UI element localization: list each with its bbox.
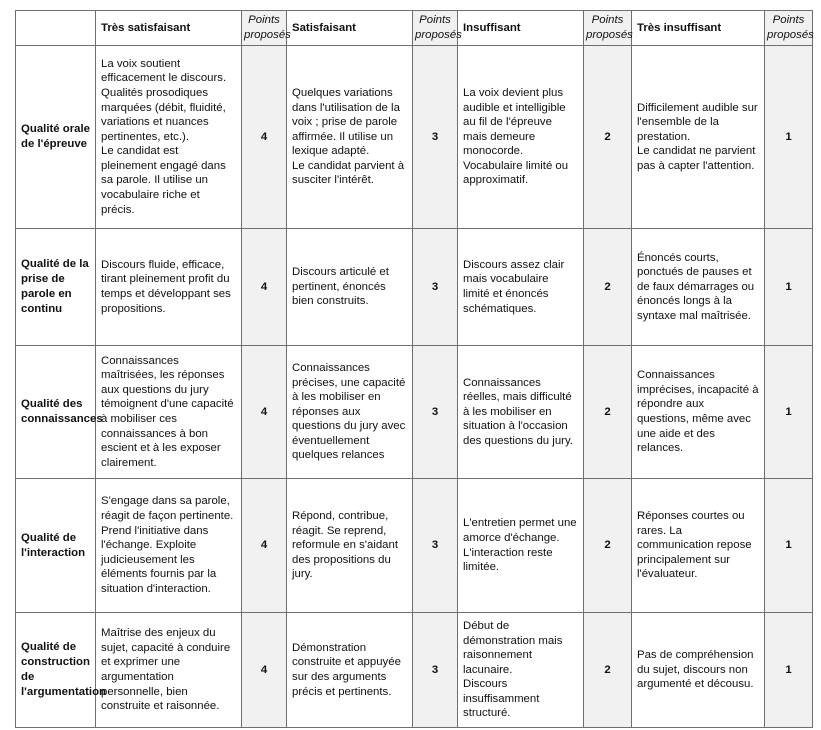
descriptor-insuffisant: L'entretien permet une amorce d'échange. L'interaction reste limitée. <box>458 479 584 613</box>
rubric-row <box>16 613 813 728</box>
descriptor-satisfaisant: Quelques variations dans l'utilisation de la voix ; prise de parole affirmée. Il utilise un lexique adapté. Le candidat parvient à susciter l'intérêt. <box>287 46 413 229</box>
descriptor-insuffisant: La voix devient plus audible et intelligible au fil de l'épreuve mais demeure monocorde. Vocabulaire limité ou approximatif. <box>458 46 584 229</box>
points-header: Points proposés <box>584 11 632 46</box>
criterion-label: Qualité de l'interaction <box>16 479 96 613</box>
column-header-tres-satisfaisant: Très satisfaisant <box>96 11 242 46</box>
descriptor-tres-insuffisant: Difficilement audible sur l'ensemble de la prestation. Le candidat ne parvient pas à capter l'attention. <box>632 46 765 229</box>
points-value: 1 <box>765 229 813 346</box>
criterion-label: Qualité de la prise de parole en continu <box>16 229 96 346</box>
points-value: 3 <box>413 46 458 229</box>
descriptor-insuffisant: Début de démonstration mais raisonnement lacunaire. Discours insuffisamment structuré. <box>458 613 584 728</box>
points-value: 2 <box>584 613 632 728</box>
criterion-label: Qualité des connaissances <box>16 346 96 479</box>
header-row <box>16 11 813 46</box>
points-value: 2 <box>584 479 632 613</box>
descriptor-tres-insuffisant: Énoncés courts, ponctués de pauses et de faux démarrages ou énoncés longs à la syntaxe mal maîtrisée. <box>632 229 765 346</box>
descriptor-satisfaisant: Démonstration construite et appuyée sur des arguments précis et pertinents. <box>287 613 413 728</box>
points-value: 4 <box>242 346 287 479</box>
descriptor-tres-insuffisant: Réponses courtes ou rares. La communication repose principalement sur l'évaluateur. <box>632 479 765 613</box>
points-value: 4 <box>242 229 287 346</box>
column-header-tres-insuffisant: Très insuffisant <box>632 11 765 46</box>
descriptor-satisfaisant: Connaissances précises, une capacité à les mobiliser en réponses aux questions du jury avec éventuellement quelques relances <box>287 346 413 479</box>
rubric-container <box>15 10 813 728</box>
descriptor-insuffisant: Discours assez clair mais vocabulaire limité et énoncés schématiques. <box>458 229 584 346</box>
points-header: Points proposés <box>765 11 813 46</box>
points-value: 2 <box>584 46 632 229</box>
points-value: 3 <box>413 346 458 479</box>
points-value: 3 <box>413 479 458 613</box>
descriptor-tres-satisfaisant: Discours fluide, efficace, tirant pleinement profit du temps et développant ses propositions. <box>96 229 242 346</box>
points-value: 1 <box>765 613 813 728</box>
rubric-row <box>16 229 813 346</box>
points-header: Points proposés <box>413 11 458 46</box>
rubric-row <box>16 346 813 479</box>
points-value: 2 <box>584 229 632 346</box>
descriptor-tres-satisfaisant: Maîtrise des enjeux du sujet, capacité à conduire et exprimer une argumentation personnelle, bien construite et raisonnée. <box>96 613 242 728</box>
points-value: 3 <box>413 229 458 346</box>
descriptor-tres-insuffisant: Pas de compréhension du sujet, discours non argumenté et décousu. <box>632 613 765 728</box>
points-value: 1 <box>765 346 813 479</box>
criterion-header <box>16 11 96 46</box>
descriptor-tres-satisfaisant: S'engage dans sa parole, réagit de façon pertinente. Prend l'initiative dans l'échange. Exploite judicieusement les éléments fournis par la situation d'interaction. <box>96 479 242 613</box>
points-value: 4 <box>242 479 287 613</box>
points-value: 4 <box>242 613 287 728</box>
rubric-row <box>16 46 813 229</box>
points-value: 3 <box>413 613 458 728</box>
descriptor-satisfaisant: Répond, contribue, réagit. Se reprend, reformule en s'aidant des propositions du jury. <box>287 479 413 613</box>
rubric-body <box>16 46 813 728</box>
descriptor-satisfaisant: Discours articulé et pertinent, énoncés bien construits. <box>287 229 413 346</box>
points-value: 1 <box>765 46 813 229</box>
descriptor-tres-satisfaisant: Connaissances maîtrisées, les réponses aux questions du jury témoignent d'une capacité à mobiliser ces connaissances à bon escient et à les exposer clairement. <box>96 346 242 479</box>
points-value: 4 <box>242 46 287 229</box>
criterion-label: Qualité de construction de l'argumentation <box>16 613 96 728</box>
evaluation-rubric-table <box>15 10 813 728</box>
rubric-row <box>16 479 813 613</box>
descriptor-tres-satisfaisant: La voix soutient efficacement le discours. Qualités prosodiques marquées (débit, fluidité, variations et nuances pertinentes, etc.). Le candidat est pleinement engagé dans sa parole. Il utilise un vocabulaire riche et précis. <box>96 46 242 229</box>
descriptor-tres-insuffisant: Connaissances imprécises, incapacité à répondre aux questions, même avec une aide et des relances. <box>632 346 765 479</box>
points-value: 1 <box>765 479 813 613</box>
column-header-insuffisant: Insuffisant <box>458 11 584 46</box>
column-header-satisfaisant: Satisfaisant <box>287 11 413 46</box>
points-value: 2 <box>584 346 632 479</box>
criterion-label: Qualité orale de l'épreuve <box>16 46 96 229</box>
points-header: Points proposés <box>242 11 287 46</box>
descriptor-insuffisant: Connaissances réelles, mais difficulté à les mobiliser en situation à l'occasion des questions du jury. <box>458 346 584 479</box>
